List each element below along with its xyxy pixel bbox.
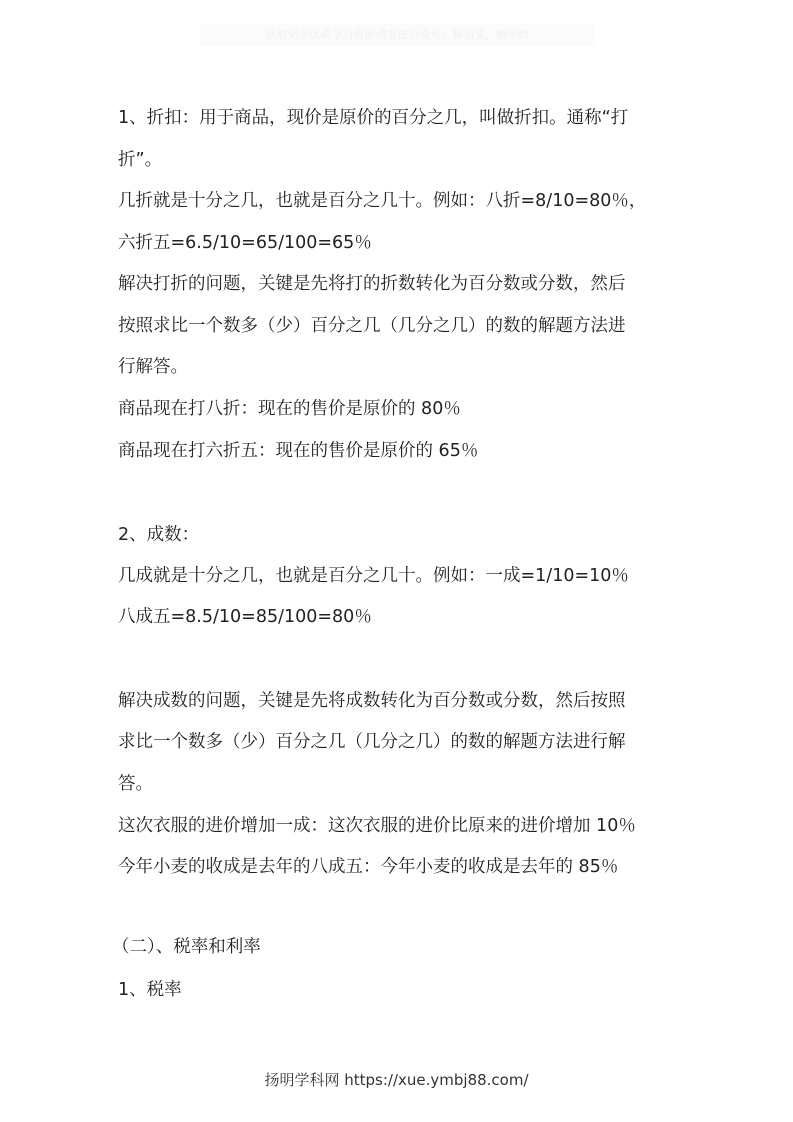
text-line: 今年小麦的收成是去年的八成五：今年小麦的收成是去年的 85％	[118, 857, 619, 877]
footer-source: 扬明学科网 https://xue.ymbj88.com/	[264, 1071, 529, 1089]
text-line: 八成五=8.5/10=85/100=80％	[118, 607, 372, 627]
text-line: 答。	[118, 774, 153, 794]
text-line: 折”。	[118, 150, 163, 170]
text-line: 商品现在打六折五：现在的售价是原价的 65％	[118, 441, 479, 461]
section-heading: （二）、税率和利率	[112, 937, 261, 957]
text-line: 几折就是十分之几，也就是百分之几十。例如：八折=8/10=80％，	[118, 191, 647, 211]
text-line: 几成就是十分之几，也就是百分之几十。例如：一成=1/10=10％	[118, 566, 629, 586]
text-line: 这次衣服的进价增加一成：这次衣服的进价比原来的进价增加 10％	[118, 816, 636, 836]
text-line: 商品现在打八折：现在的售价是原价的 80％	[118, 399, 461, 419]
text-line: 按照求比一个数多（少）百分之几（几分之几）的数的解题方法进	[118, 316, 626, 336]
text-line: 行解答。	[118, 357, 188, 377]
text-line: 1、折扣：用于商品，现价是原价的百分之几，叫做折扣。通称“打	[118, 108, 629, 128]
text-line: 解决成数的问题，关键是先将成数转化为百分数或分数，然后按照	[118, 691, 626, 711]
text-line: 求比一个数多（少）百分之几（几分之几）的数的解题方法进行解	[118, 732, 626, 752]
text-line: 解决打折的问题，关键是先将打的折数转化为百分数或分数，然后	[118, 274, 626, 294]
text-line: 六折五=6.5/10=65/100=65％	[118, 233, 372, 253]
section-heading: 2、成数：	[118, 525, 200, 545]
section-heading: 1、税率	[118, 980, 182, 1000]
watermark-banner: 获取更多优质学习资源请关注公众号：解语文，解学政	[200, 24, 595, 46]
